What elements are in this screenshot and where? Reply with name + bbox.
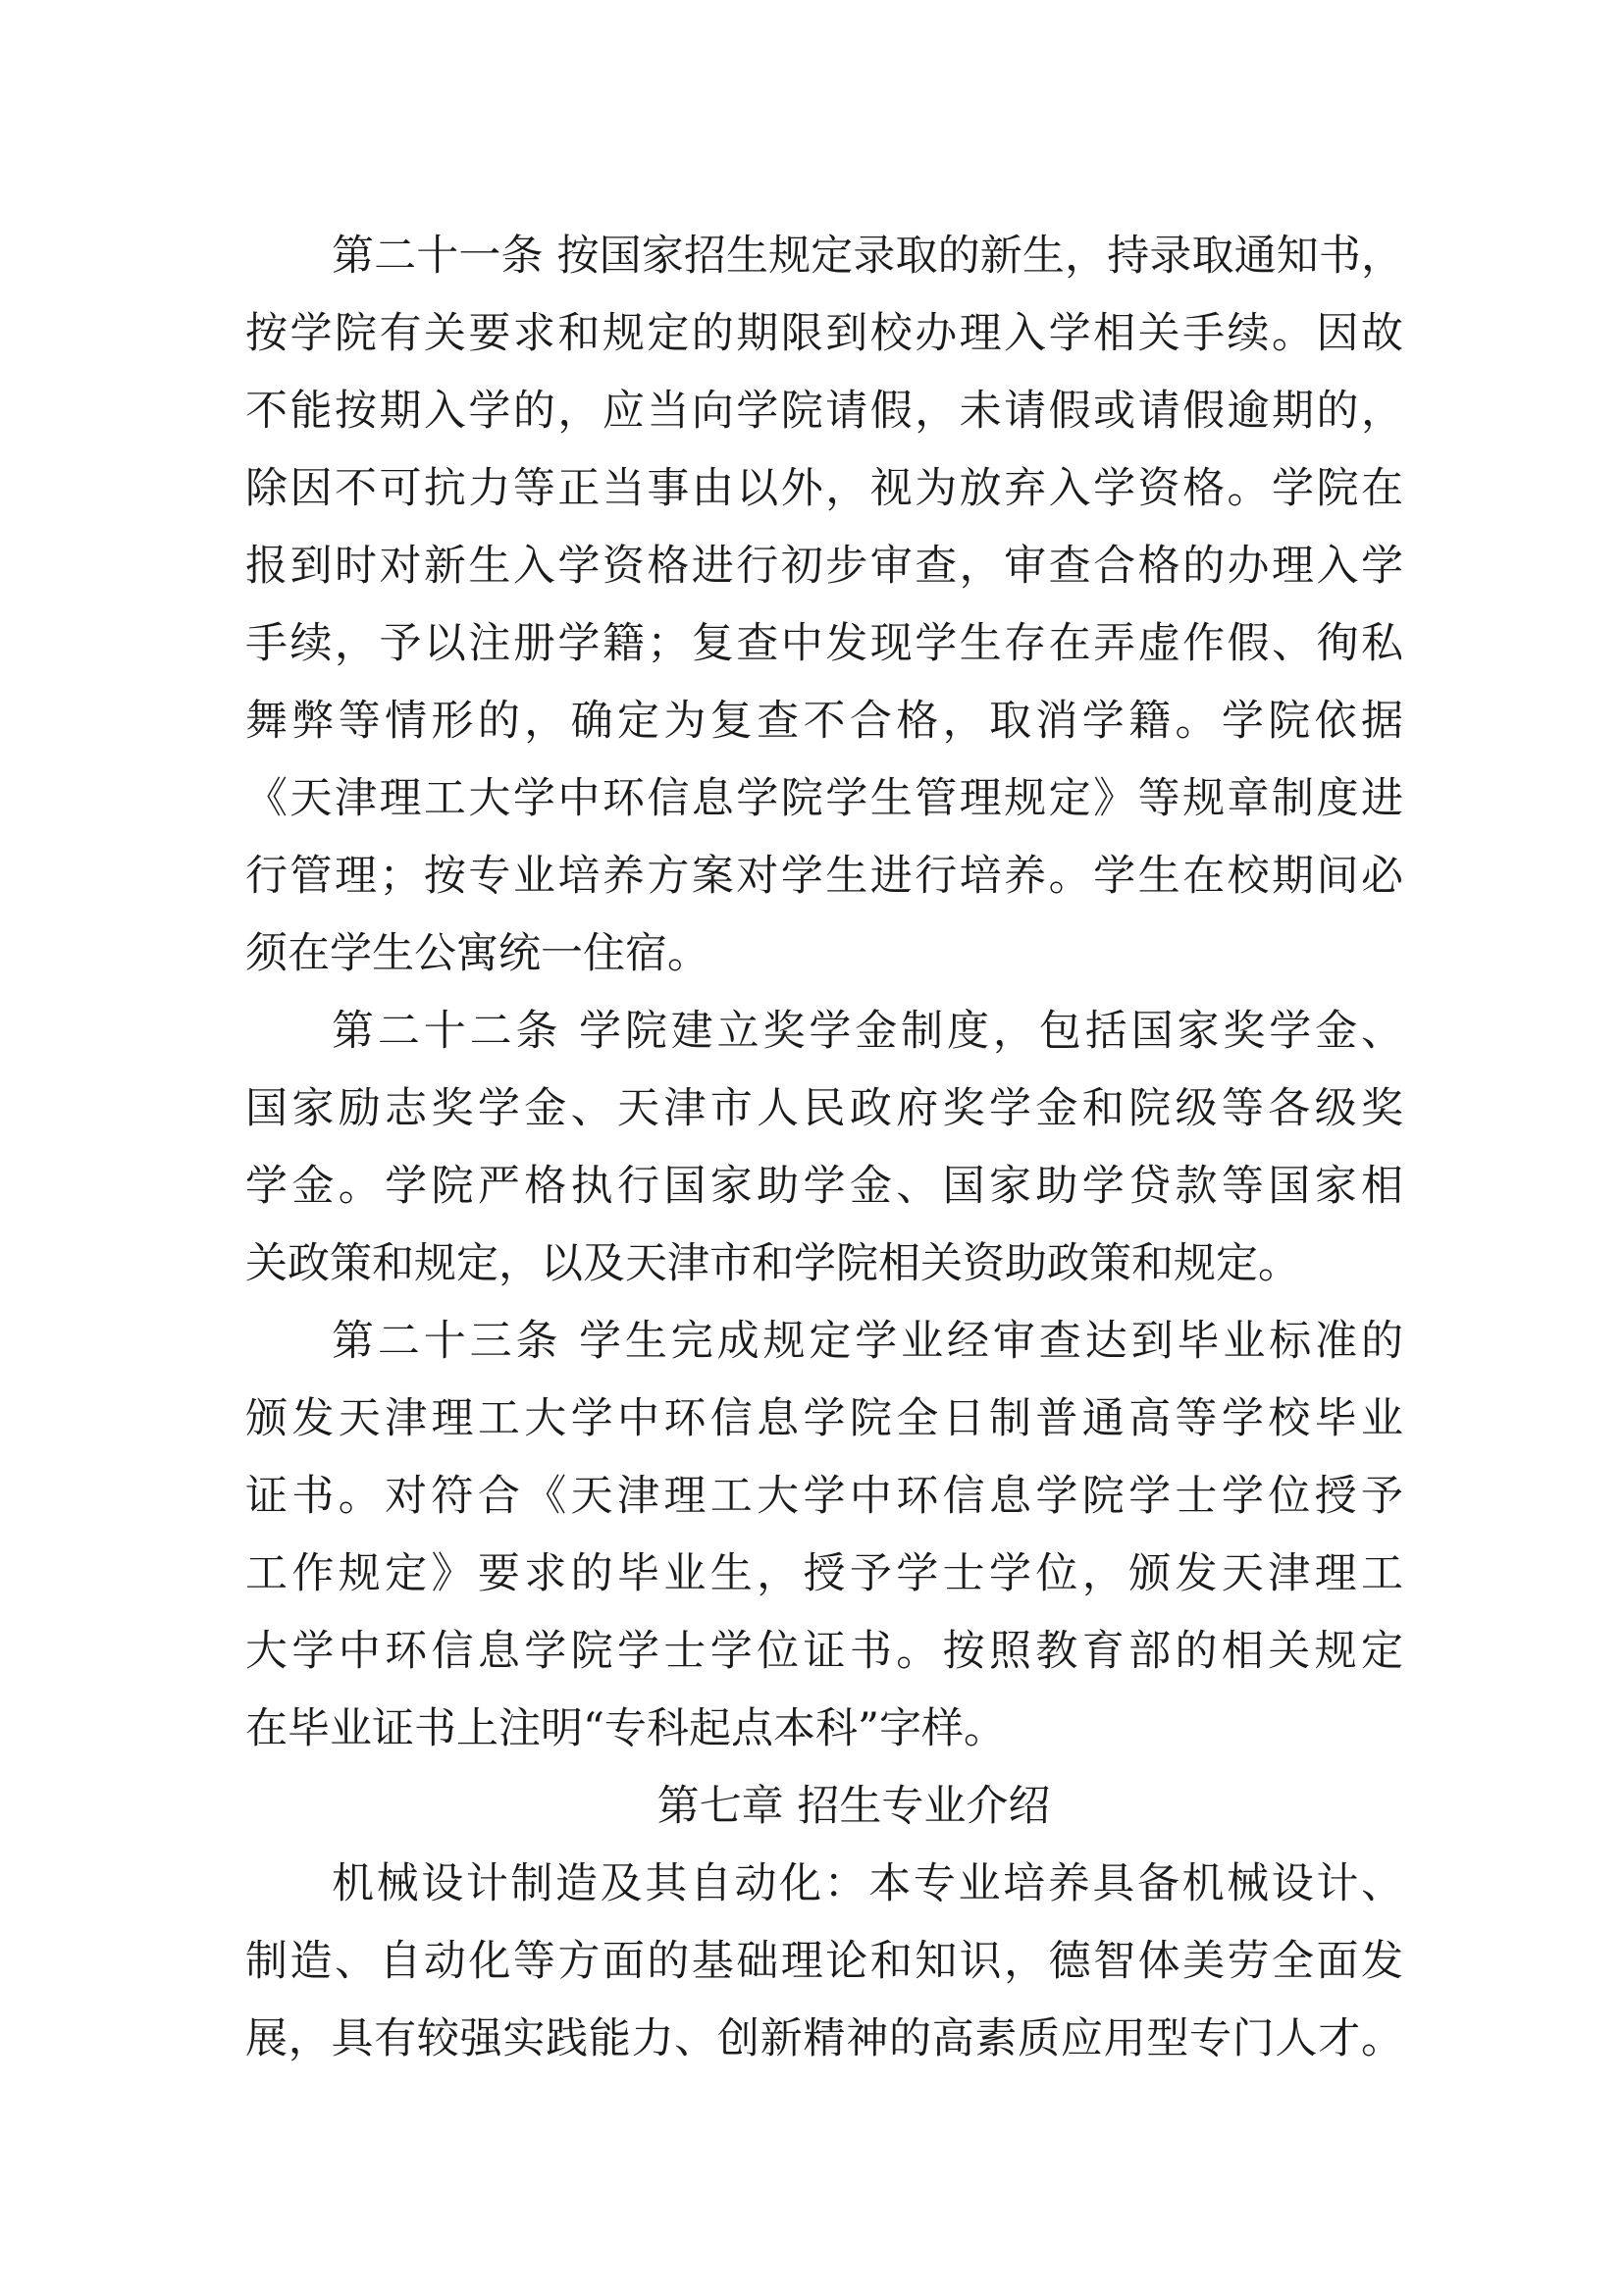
text-line: 报到时对新生入学资格进行初步审查，审查合格的办理入学 [245,542,1403,591]
text-line: 须在学生公寓统一住宿。 [245,929,709,978]
document-body [245,218,1403,2078]
text-line: 制造、自动化等方面的基础理论和知识，德智体美劳全面发 [245,1937,1403,1986]
text-line: 不能按期入学的，应当向学院请假，未请假或请假逾期的， [245,387,1403,436]
text-line: 手续，予以注册学籍；复查中发现学生存在弄虚作假、徇私 [245,619,1403,668]
text-line: 在毕业证书上注明“专科起点本科”字样。 [245,1704,1006,1753]
text-line: 按学院有关要求和规定的期限到校办理入学相关手续。因故 [245,309,1403,358]
text-line: 第二十一条 按国家招生规定录取的新生，持录取通知书， [332,232,1403,281]
text-line: 颁发天津理工大学中环信息学院全日制普通高等学校毕业 [245,1394,1403,1443]
text-line: 《天津理工大学中环信息学院学生管理规定》等规章制度进 [245,774,1403,823]
chapter-7 [245,1768,1403,2078]
text-line: 国家励志奖学金、天津市人民政府奖学金和院级等各级奖 [245,1084,1403,1133]
text-line: 学金。学院严格执行国家助学金、国家助学贷款等国家相 [245,1162,1403,1211]
text-line: 除因不可抗力等正当事由以外，视为放弃入学资格。学院在 [245,464,1403,513]
text-line: 第二十三条 学生完成规定学业经审查达到毕业标准的 [332,1317,1403,1366]
text-line: 关政策和规定，以及天津市和学院相关资助政策和规定。 [245,1239,1300,1288]
text-line: 舞弊等情形的，确定为复查不合格，取消学籍。学院依据 [245,697,1403,746]
text-line: 工作规定》要求的毕业生，授予学士学位，颁发天津理工 [245,1549,1403,1598]
article-22 [245,993,1403,1303]
text-line: 行管理；按专业培养方案对学生进行培养。学生在校期间必 [245,852,1403,901]
text-line: 展，具有较强实践能力、创新精神的高素质应用型专门人才。 [245,2014,1403,2063]
text-line: 大学中环信息学院学士学位证书。按照教育部的相关规定 [245,1627,1403,1676]
text-line: 第二十二条 学院建立奖学金制度，包括国家奖学金、 [332,1007,1403,1056]
article-23 [245,1303,1403,1768]
article-21 [245,218,1403,993]
text-line: 证书。对符合《天津理工大学中环信息学院学士学位授予 [245,1472,1403,1521]
text-line: 机械设计制造及其自动化：本专业培养具备机械设计、 [332,1859,1403,1908]
chapter-heading: 第七章 招生专业介绍 [656,1782,1051,1831]
